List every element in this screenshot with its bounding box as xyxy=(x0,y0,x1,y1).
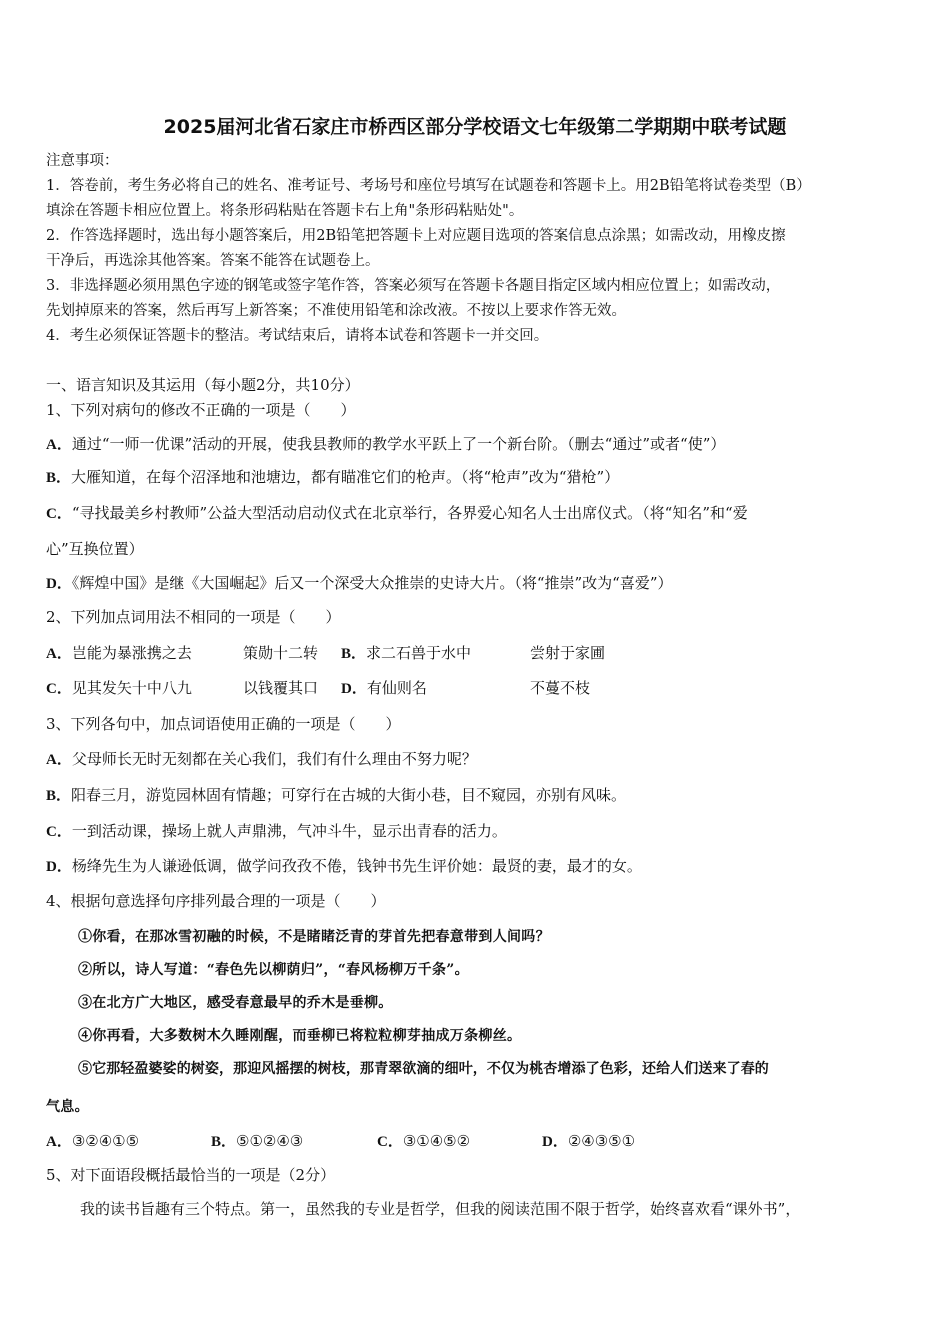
q1-option-d: D．《辉煌中国》是继《大国崛起》后又一个深受大众推崇的史诗大片。（将“推崇”改为“喜爱”） xyxy=(46,574,673,592)
q2-option-d-second: 不蔓不枝 xyxy=(530,679,591,697)
q3-option-a: A．父母师长无时无刻都在关心我们，我们有什么理由不努力呢？ xyxy=(46,750,477,768)
q4-sentence-2: ②所以，诗人写道：“春色先以柳荫归”，“春风杨柳万千条”。 xyxy=(78,962,469,978)
q1-option-b: B．大雁知道，在每个沼泽地和池塘边，都有瞄准它们的枪声。（将“枪声”改为“猎枪”） xyxy=(46,468,620,486)
q2-option-d: D．有仙则名 xyxy=(341,679,427,697)
q2-option-c-second: 以钱覆其口 xyxy=(243,679,319,697)
section-heading: 一、语言知识及其运用（每小题2分，共10分） xyxy=(46,376,360,394)
question-4-stem: 4、根据句意选择句序排列最合理的一项是（ ） xyxy=(46,892,386,910)
notice-line: 4．考生必须保证答题卡的整洁。考试结束后，请将本试卷和答题卡一并交回。 xyxy=(46,328,549,344)
q3-option-b: B．阳春三月，游览园林固有情趣；可穿行在古城的大街小巷，目不窥园，亦别有风味。 xyxy=(46,786,627,804)
q3-option-d: D．杨绛先生为人谦逊低调，做学问孜孜不倦，钱钟书先生评价她：最贤的妻，最才的女。 xyxy=(46,857,642,875)
notice-heading: 注意事项： xyxy=(46,153,119,169)
notice-line: 1．答卷前，考生务必将自己的姓名、准考证号、考场号和座位号填写在试题卷和答题卡上。用2B铅笔将试卷类型（B） xyxy=(46,178,811,194)
question-3-stem: 3、下列各句中，加点词语使用正确的一项是（ ） xyxy=(46,715,401,733)
q4-option-b: B．⑤①②④③ xyxy=(211,1132,304,1150)
notice-line: 3．非选择题必须用黑色字迹的钢笔或签字笔作答，答案必须写在答题卡各题目指定区域内相应位置上；如需改动， xyxy=(46,278,781,294)
q2-option-b-second: 尝射于家圃 xyxy=(530,644,606,662)
q1-option-c: C．“寻找最美乡村教师”公益大型活动启动仪式在北京举行，各界爱心知名人士出席仪式。（将“知名”和“爱 xyxy=(46,504,748,522)
q3-option-c: C．一到活动课，操场上就人声鼎沸，气冲斗牛，显示出青春的活力。 xyxy=(46,822,507,840)
q4-sentence-5-cont: 气息。 xyxy=(46,1099,89,1115)
question-1-stem: 1、下列对病句的修改不正确的一项是（ ） xyxy=(46,401,356,419)
q5-passage: 我的读书旨趣有三个特点。第一，虽然我的专业是哲学，但我的阅读范围不限于哲学，始终喜欢看“课外书”， xyxy=(80,1200,801,1218)
q2-option-c: C．见其发矢十中八九 xyxy=(46,679,192,697)
q1-option-a: A．通过“一师一优课”活动的开展，使我县教师的教学水平跃上了一个新台阶。（删去“通过”或者“使”） xyxy=(46,435,726,453)
q2-option-a-second: 策勋十二转 xyxy=(243,644,319,662)
notice-line: 干净后，再选涂其他答案。答案不能答在试题卷上。 xyxy=(46,253,380,269)
q4-sentence-4: ④你再看，大多数树木久睡刚醒，而垂柳已将粒粒柳芽抽成万条柳丝。 xyxy=(78,1028,522,1044)
q2-option-a: A．岂能为暴涨携之去 xyxy=(46,644,192,662)
question-2-stem: 2、下列加点词用法不相同的一项是（ ） xyxy=(46,608,341,626)
q4-sentence-1: ①你看，在那冰雪初融的时候，不是睹睹泛青的芽首先把春意带到人间吗？ xyxy=(78,929,550,945)
q1-option-c-cont: 心”互换位置） xyxy=(46,540,144,558)
q4-option-d: D．②④③⑤① xyxy=(542,1132,636,1150)
q2-option-b: B．求二石兽于水中 xyxy=(341,644,472,662)
q4-sentence-3: ③在北方广大地区，感受春意最早的乔木是垂柳。 xyxy=(78,995,393,1011)
q4-option-c: C．③①④⑤② xyxy=(377,1132,471,1150)
notice-line: 填涂在答题卡相应位置上。将条形码粘贴在答题卡右上角"条形码粘贴处"。 xyxy=(46,203,524,219)
notice-line: 先划掉原来的答案，然后再写上新答案；不准使用铅笔和涂改液。不按以上要求作答无效。 xyxy=(46,303,626,319)
q4-sentence-5: ⑤它那轻盈婆娑的树姿，那迎风摇摆的树枝，那青翠欲滴的细叶，不仅为桃杏增添了色彩，还给人们送来了春的 xyxy=(78,1061,769,1077)
question-5-stem: 5、对下面语段概括最恰当的一项是（2分） xyxy=(46,1166,336,1184)
notice-line: 2．作答选择题时，选出每小题答案后，用2B铅笔把答题卡上对应题目选项的答案信息点涂黑；如需改动，用橡皮擦 xyxy=(46,228,786,244)
page-title: 2025届河北省石家庄市桥西区部分学校语文七年级第二学期期中联考试题 xyxy=(163,116,787,138)
q4-option-a: A．③②④①⑤ xyxy=(46,1132,140,1150)
